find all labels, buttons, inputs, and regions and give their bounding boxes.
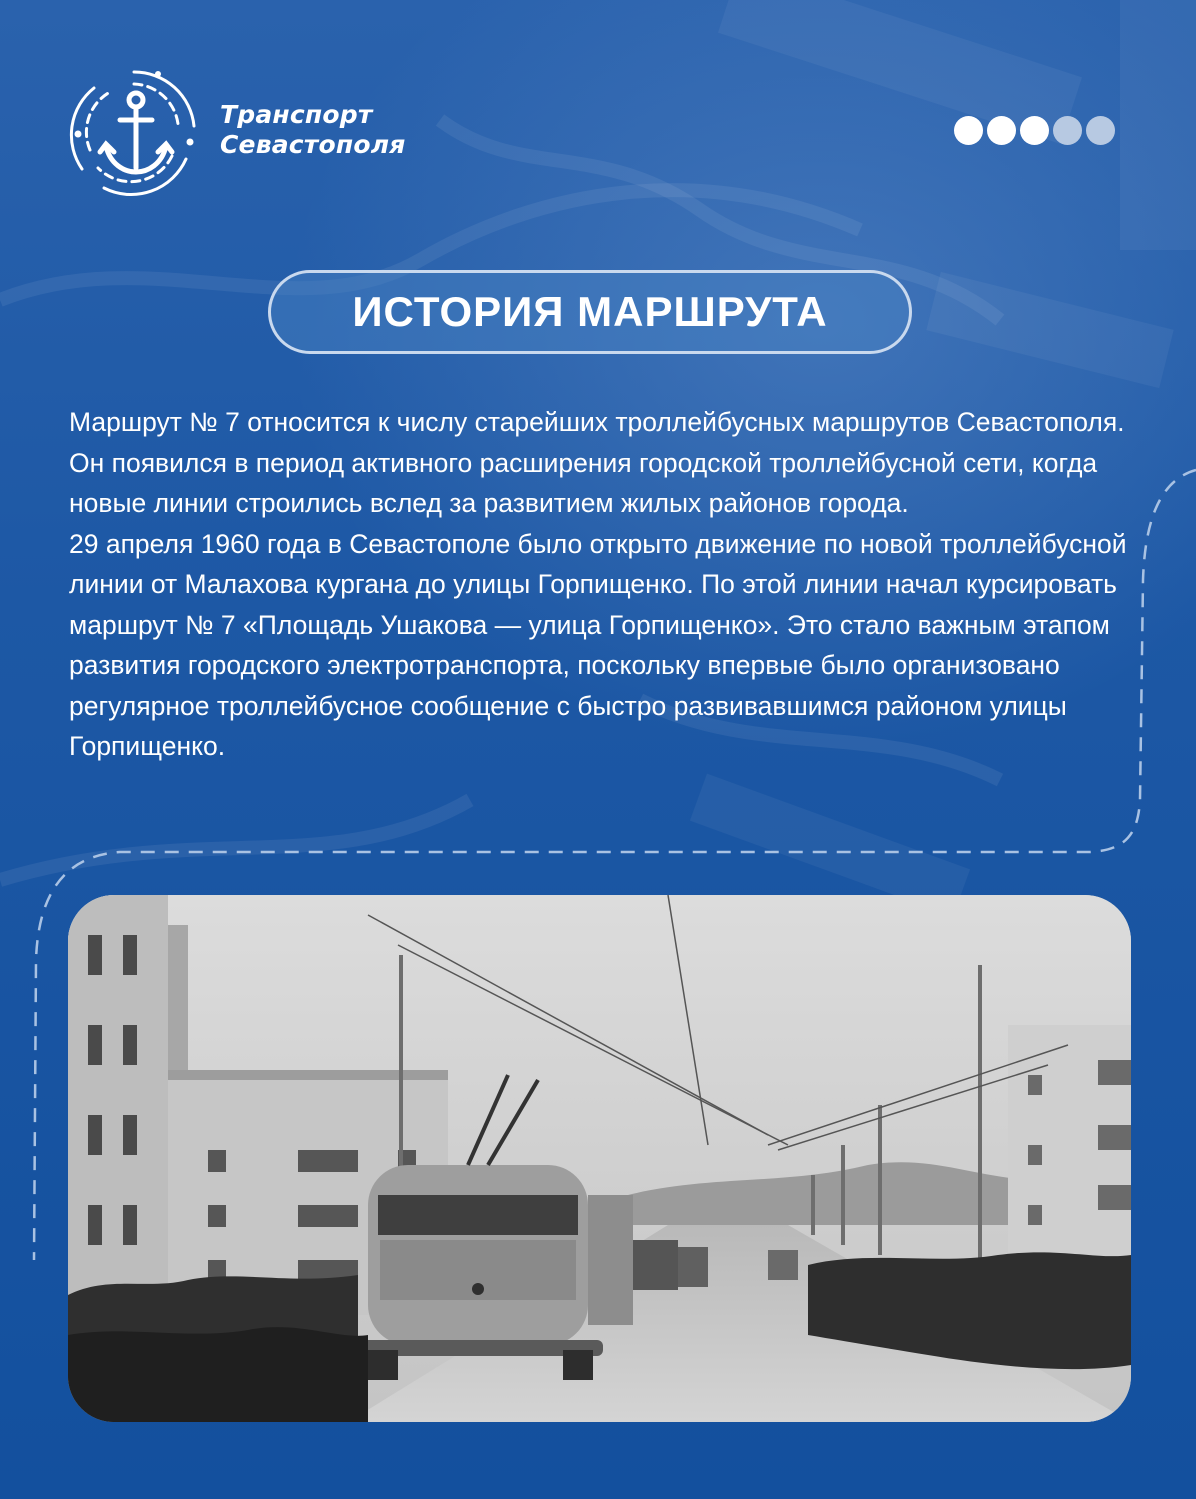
pager-dot-1[interactable] [954, 116, 983, 145]
paragraph-2: 29 апреля 1960 года в Севастополе было открыто движение по новой троллейбусной линии от Малахова кургана до улицы Горпищенко. По этой линии начал курсировать маршрут № 7 «Площадь Ушакова — улица Горпищенко». Это стало важным этапом развития городского электротранспорта, поскольку впервые было организовано регулярное троллейбусное сообщение с быстро развивавшимся районом улицы Горпищенко. [69, 528, 1127, 761]
pager-dot-2[interactable] [987, 116, 1016, 145]
slide-pager [954, 116, 1115, 145]
brand-name [220, 100, 406, 160]
pager-dot-5[interactable] [1086, 116, 1115, 145]
pager-dot-4[interactable] [1053, 116, 1082, 145]
history-text [69, 402, 1139, 767]
historic-photo [68, 895, 1131, 1422]
brand-line-2: Севастополя [220, 130, 406, 159]
page-title: ИСТОРИЯ МАРШРУТА [352, 288, 828, 335]
anchor-logo-icon [64, 64, 204, 199]
pager-dot-3[interactable] [1020, 116, 1049, 145]
paragraph-1: Маршрут № 7 относится к числу старейших троллейбусных маршрутов Севастополя. Он появился в период активного расширения городской троллейбусной сети, когда новые линии строились вслед за развитием жилых районов города. [69, 407, 1125, 518]
title-badge [268, 270, 912, 354]
brand-line-1: Транспорт [220, 100, 373, 129]
